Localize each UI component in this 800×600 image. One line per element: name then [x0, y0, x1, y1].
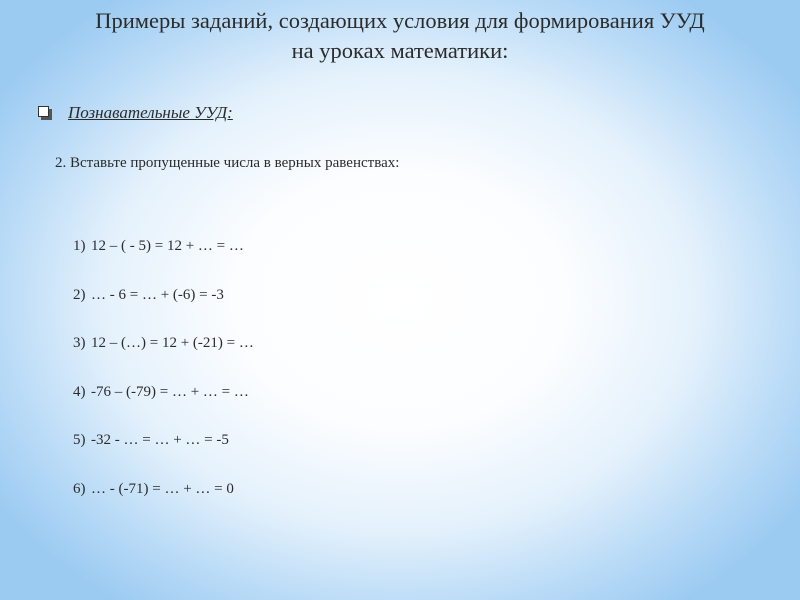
item-equation: 12 – ( - 5) = 12 + … = … — [91, 238, 244, 254]
list-item — [73, 333, 254, 382]
slide-title — [20, 6, 780, 66]
item-equation: -76 – (-79) = … + … = … — [91, 383, 249, 400]
list-item — [73, 479, 254, 528]
list-item — [73, 285, 254, 334]
item-equation: -32 - … = … + … = -5 — [91, 432, 229, 448]
item-number: 6) — [73, 480, 86, 497]
title-line-1: Примеры заданий, создающих условия для формирования УУД — [95, 8, 705, 33]
item-equation: 12 – (…) = 12 + (-21) = … — [91, 335, 254, 351]
item-equation: … - (-71) = … + … = 0 — [91, 480, 234, 497]
list-item — [73, 430, 254, 479]
section-label: Познавательные УУД: — [68, 103, 233, 122]
item-number: 2) — [73, 286, 86, 303]
item-number: 4) — [73, 383, 86, 400]
item-number: 1) — [73, 238, 86, 254]
equation-list — [73, 236, 254, 527]
item-equation: … - 6 = … + (-6) = -3 — [91, 286, 224, 303]
list-item — [73, 382, 254, 431]
item-number: 5) — [73, 432, 86, 448]
section-heading — [38, 100, 233, 126]
task-text: 2. Вставьте пропущенные числа в верных равенствах: — [55, 155, 400, 171]
list-item — [73, 236, 254, 285]
item-number: 3) — [73, 335, 86, 351]
title-line-2: на уроках математики: — [291, 38, 509, 63]
checkbox-bullet-icon — [38, 106, 52, 120]
